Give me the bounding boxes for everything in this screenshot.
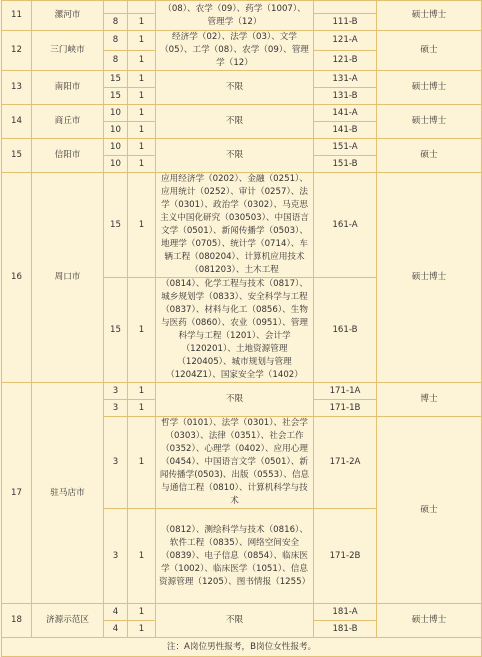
degree-cell: 硕士博士 bbox=[377, 173, 482, 383]
people-cell: 1 bbox=[128, 105, 156, 122]
count-cell: 10 bbox=[104, 122, 128, 139]
table-row bbox=[2, 139, 482, 156]
count-cell: 4 bbox=[104, 604, 128, 621]
city-name: 周口市 bbox=[32, 173, 104, 383]
position-code: 151-B bbox=[314, 156, 377, 173]
people-cell: 1 bbox=[128, 400, 156, 417]
degree-cell: 硕士 bbox=[377, 31, 482, 71]
position-code: 171-1B bbox=[314, 400, 377, 417]
row-number: 17 bbox=[2, 383, 32, 604]
position-code: 161-A bbox=[314, 173, 377, 278]
people-cell: 1 bbox=[128, 31, 156, 51]
row-number: 14 bbox=[2, 105, 32, 139]
major-requirements: 不限 bbox=[156, 604, 314, 638]
count-cell: 15 bbox=[104, 173, 128, 278]
count-cell: 15 bbox=[104, 88, 128, 105]
count-cell: 10 bbox=[104, 105, 128, 122]
position-code: 161-B bbox=[314, 278, 377, 383]
table-row bbox=[2, 71, 482, 88]
major-requirements: （08）、农学（09）、药学（1007）、管理学（12） bbox=[156, 1, 314, 31]
count-cell: 10 bbox=[104, 139, 128, 156]
count-cell: 8 bbox=[104, 14, 128, 31]
degree-cell: 博士 bbox=[377, 383, 482, 417]
count-cell: 3 bbox=[104, 417, 128, 509]
position-code: 121-A bbox=[314, 31, 377, 51]
degree-cell: 硕士博士 bbox=[377, 105, 482, 139]
table-row bbox=[2, 105, 482, 122]
row-number: 11 bbox=[2, 1, 32, 31]
position-code: 141-A bbox=[314, 105, 377, 122]
people-cell: 1 bbox=[128, 509, 156, 604]
city-name: 漯河市 bbox=[32, 1, 104, 31]
degree-cell: 硕士 bbox=[377, 139, 482, 173]
city-name: 济源示范区 bbox=[32, 604, 104, 638]
major-requirements: 应用经济学（0202）、金融（0251）、应用统计（0252）、审计（0257）、法学（0301）、政治学（0302）、马克思主义中国化研究（030503）、中国语言文学（0501）、新闻传播学（0503）、地理学（0705）、统计学（0714）、车辆工程（080204）、计算机应用技术（081203）、土木工程 bbox=[156, 173, 314, 278]
people-cell: 1 bbox=[128, 122, 156, 139]
table-row bbox=[2, 383, 482, 400]
table-note: 注：A岗位男性报考，B岗位女性报考。 bbox=[2, 638, 482, 657]
people-cell: 1 bbox=[128, 278, 156, 383]
city-name: 三门峡市 bbox=[32, 31, 104, 71]
people-cell: 1 bbox=[128, 156, 156, 173]
major-requirements: 不限 bbox=[156, 71, 314, 105]
row-number: 15 bbox=[2, 139, 32, 173]
people-cell: 1 bbox=[128, 51, 156, 71]
degree-cell: 硕士博士 bbox=[377, 71, 482, 105]
table-row bbox=[2, 31, 482, 51]
major-requirements: 哲学（0101）、法学（0301）、社会学（0303）、法律（0351）、社会工作（0352）、心理学（0402）、应用心理（0454）、中国语言文学（0501）、新闻传播学(0503)、出版（0553）、信息与通信工程（0810）、计算机科学与技术 bbox=[156, 417, 314, 509]
city-name: 商丘市 bbox=[32, 105, 104, 139]
people-cell: 1 bbox=[128, 621, 156, 638]
position-code: 131-A bbox=[314, 71, 377, 88]
count-cell: 8 bbox=[104, 51, 128, 71]
row-number: 16 bbox=[2, 173, 32, 383]
people-cell: 1 bbox=[128, 383, 156, 400]
position-code: 111-B bbox=[314, 14, 377, 31]
position-code: 171-2B bbox=[314, 509, 377, 604]
position-code bbox=[314, 1, 377, 14]
degree-cell: 硕士 bbox=[377, 417, 482, 604]
position-code: 171-2A bbox=[314, 417, 377, 509]
major-requirements: （0814）、化学工程与技术（0817）、城乡规划学（0833）、安全科学与工程（0837）、材料与化工（0856）、生物与医药（0860）、农业（0951）、管理科学与工程（1201）、会计学（120201）、土地资源管理（120405）、城市规划与管理（1204Z1）、国家安全学（1402） bbox=[156, 278, 314, 383]
count-cell: 3 bbox=[104, 509, 128, 604]
count-cell: 8 bbox=[104, 31, 128, 51]
people-cell: 1 bbox=[128, 604, 156, 621]
position-code: 121-B bbox=[314, 51, 377, 71]
table-row bbox=[2, 638, 482, 657]
degree-cell: 硕士博士 bbox=[377, 604, 482, 638]
major-requirements: 经济学（02）、法学（03）、文学（05）、工学（08）、农学（09）、管理学（12） bbox=[156, 31, 314, 71]
people-cell: 1 bbox=[128, 173, 156, 278]
count-cell: 15 bbox=[104, 71, 128, 88]
table-row bbox=[2, 604, 482, 621]
people-cell: 1 bbox=[128, 88, 156, 105]
degree-cell: 硕士博士 bbox=[377, 1, 482, 31]
major-requirements: （0812）、测绘科学与技术（0816）、软件工程（0835）、网络空间安全（0839）、电子信息（0854）、临床医学（1002）、临床医学（1051）、信息资源管理（1205）、图书情报（1255） bbox=[156, 509, 314, 604]
major-requirements: 不限 bbox=[156, 383, 314, 417]
position-code: 141-B bbox=[314, 122, 377, 139]
major-requirements: 不限 bbox=[156, 139, 314, 173]
people-cell: 1 bbox=[128, 139, 156, 156]
city-name: 信阳市 bbox=[32, 139, 104, 173]
position-code: 181-A bbox=[314, 604, 377, 621]
count-cell: 15 bbox=[104, 278, 128, 383]
count-cell: 3 bbox=[104, 400, 128, 417]
row-number: 12 bbox=[2, 31, 32, 71]
position-code: 171-1A bbox=[314, 383, 377, 400]
city-name: 驻马店市 bbox=[32, 383, 104, 604]
people-cell: 1 bbox=[128, 417, 156, 509]
table-row bbox=[2, 173, 482, 278]
row-number: 18 bbox=[2, 604, 32, 638]
count-cell: 4 bbox=[104, 621, 128, 638]
count-cell: 3 bbox=[104, 383, 128, 400]
table-row bbox=[2, 1, 482, 14]
position-code: 181-B bbox=[314, 621, 377, 638]
people-cell: 1 bbox=[128, 14, 156, 31]
people-cell bbox=[128, 1, 156, 14]
major-requirements: 不限 bbox=[156, 105, 314, 139]
position-code: 151-A bbox=[314, 139, 377, 156]
count-cell bbox=[104, 1, 128, 14]
people-cell: 1 bbox=[128, 71, 156, 88]
city-name: 南阳市 bbox=[32, 71, 104, 105]
recruitment-table bbox=[1, 0, 482, 657]
position-code: 131-B bbox=[314, 88, 377, 105]
count-cell: 10 bbox=[104, 156, 128, 173]
row-number: 13 bbox=[2, 71, 32, 105]
